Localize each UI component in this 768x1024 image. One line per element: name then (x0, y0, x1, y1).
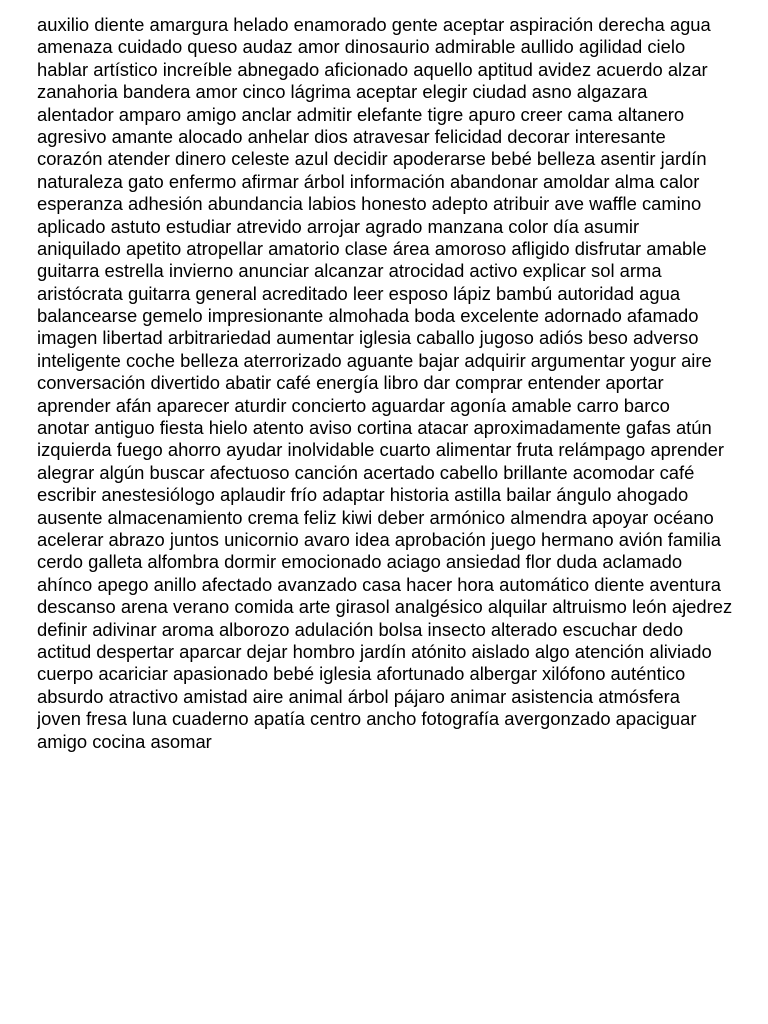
text-line: naturaleza gato enfermo afirmar árbol información abandonar amoldar alma calor (37, 170, 700, 192)
text-line: absurdo atractivo amistad aire animal árbol pájaro animar asistencia atmósfera (37, 685, 680, 707)
text-line: cuerpo acariciar apasionado bebé iglesia afortunado albergar xilófono auténtico (37, 663, 686, 685)
text-line: escribir anestesiólogo aplaudir frío adaptar historia astilla bailar ángulo ahogado (37, 484, 689, 506)
text-line: aprender afán aparecer aturdir concierto aguardar agonía amable carro barco (37, 394, 670, 416)
text-line: aniquilado apetito atropellar amatorio clase área amoroso afligido disfrutar amable (37, 237, 707, 259)
text-line: acelerar abrazo juntos unicornio avaro idea aprobación juego hermano avión familia (37, 528, 721, 550)
text-line: inteligente coche belleza aterrorizado aguante bajar adquirir argumentar yogur aire (37, 349, 712, 371)
text-line: alentador amparo amigo anclar admitir elefante tigre apuro creer cama altanero (37, 103, 685, 125)
text-line: ahínco apego anillo afectado avanzado casa hacer hora automático diente aventura (37, 573, 722, 595)
text-line: ausente almacenamiento crema feliz kiwi deber armónico almendra apoyar océano (37, 506, 714, 528)
text-line: alegrar algún buscar afectuoso canción acertado cabello brillante acomodar café (37, 461, 695, 483)
text-line: guitarra estrella invierno anunciar alcanzar atrocidad activo explicar sol arma (37, 260, 662, 282)
text-line: cerdo galleta alfombra dormir emocionado aciago ansiedad flor duda aclamado (37, 551, 683, 573)
body-text (37, 14, 768, 753)
text-line: balancearse gemelo impresionante almohada boda excelente adornado afamado (37, 305, 699, 327)
text-line: imagen libertad arbitrariedad aumentar iglesia caballo jugoso adiós beso adverso (37, 327, 699, 349)
text-line: aristócrata guitarra general acreditado leer esposo lápiz bambú autoridad agua (37, 282, 681, 304)
text-line: esperanza adhesión abundancia labios honesto adepto atribuir ave waffle camino (37, 193, 702, 215)
text-line: amenaza cuidado queso audaz amor dinosaurio admirable aullido agilidad cielo (37, 36, 686, 58)
text-line: agresivo amante alocado anhelar dios atravesar felicidad decorar interesante (37, 125, 666, 147)
text-line: descanso arena verano comida arte girasol analgésico alquilar altruismo león ajedrez (37, 596, 733, 618)
text-line: amigo cocina asomar (37, 730, 212, 752)
text-line: auxilio diente amargura helado enamorado gente aceptar aspiración derecha agua (37, 14, 711, 35)
text-line: corazón atender dinero celeste azul decidir apoderarse bebé belleza asentir jardín (37, 148, 707, 170)
text-line: actitud despertar aparcar dejar hombro jardín atónito aislado algo atención aliviado (37, 640, 712, 662)
text-line: anotar antiguo fiesta hielo atento aviso cortina atacar aproximadamente gafas atún (37, 417, 712, 439)
text-line: hablar artístico increíble abnegado aficionado aquello aptitud avidez acuerdo alzar (37, 58, 708, 80)
text-line: zanahoria bandera amor cinco lágrima aceptar elegir ciudad asno algazara (37, 81, 648, 103)
text-line: izquierda fuego ahorro ayudar inolvidable cuarto alimentar fruta relámpago aprender (37, 439, 724, 461)
text-line: definir adivinar aroma alborozo adulación bolsa insecto alterado escuchar dedo (37, 618, 684, 640)
text-line: aplicado astuto estudiar atrevido arrojar agrado manzana color día asumir (37, 215, 640, 237)
text-line: joven fresa luna cuaderno apatía centro ancho fotografía avergonzado apaciguar (37, 708, 697, 730)
text-line: conversación divertido abatir café energía libro dar comprar entender aportar (37, 372, 664, 394)
